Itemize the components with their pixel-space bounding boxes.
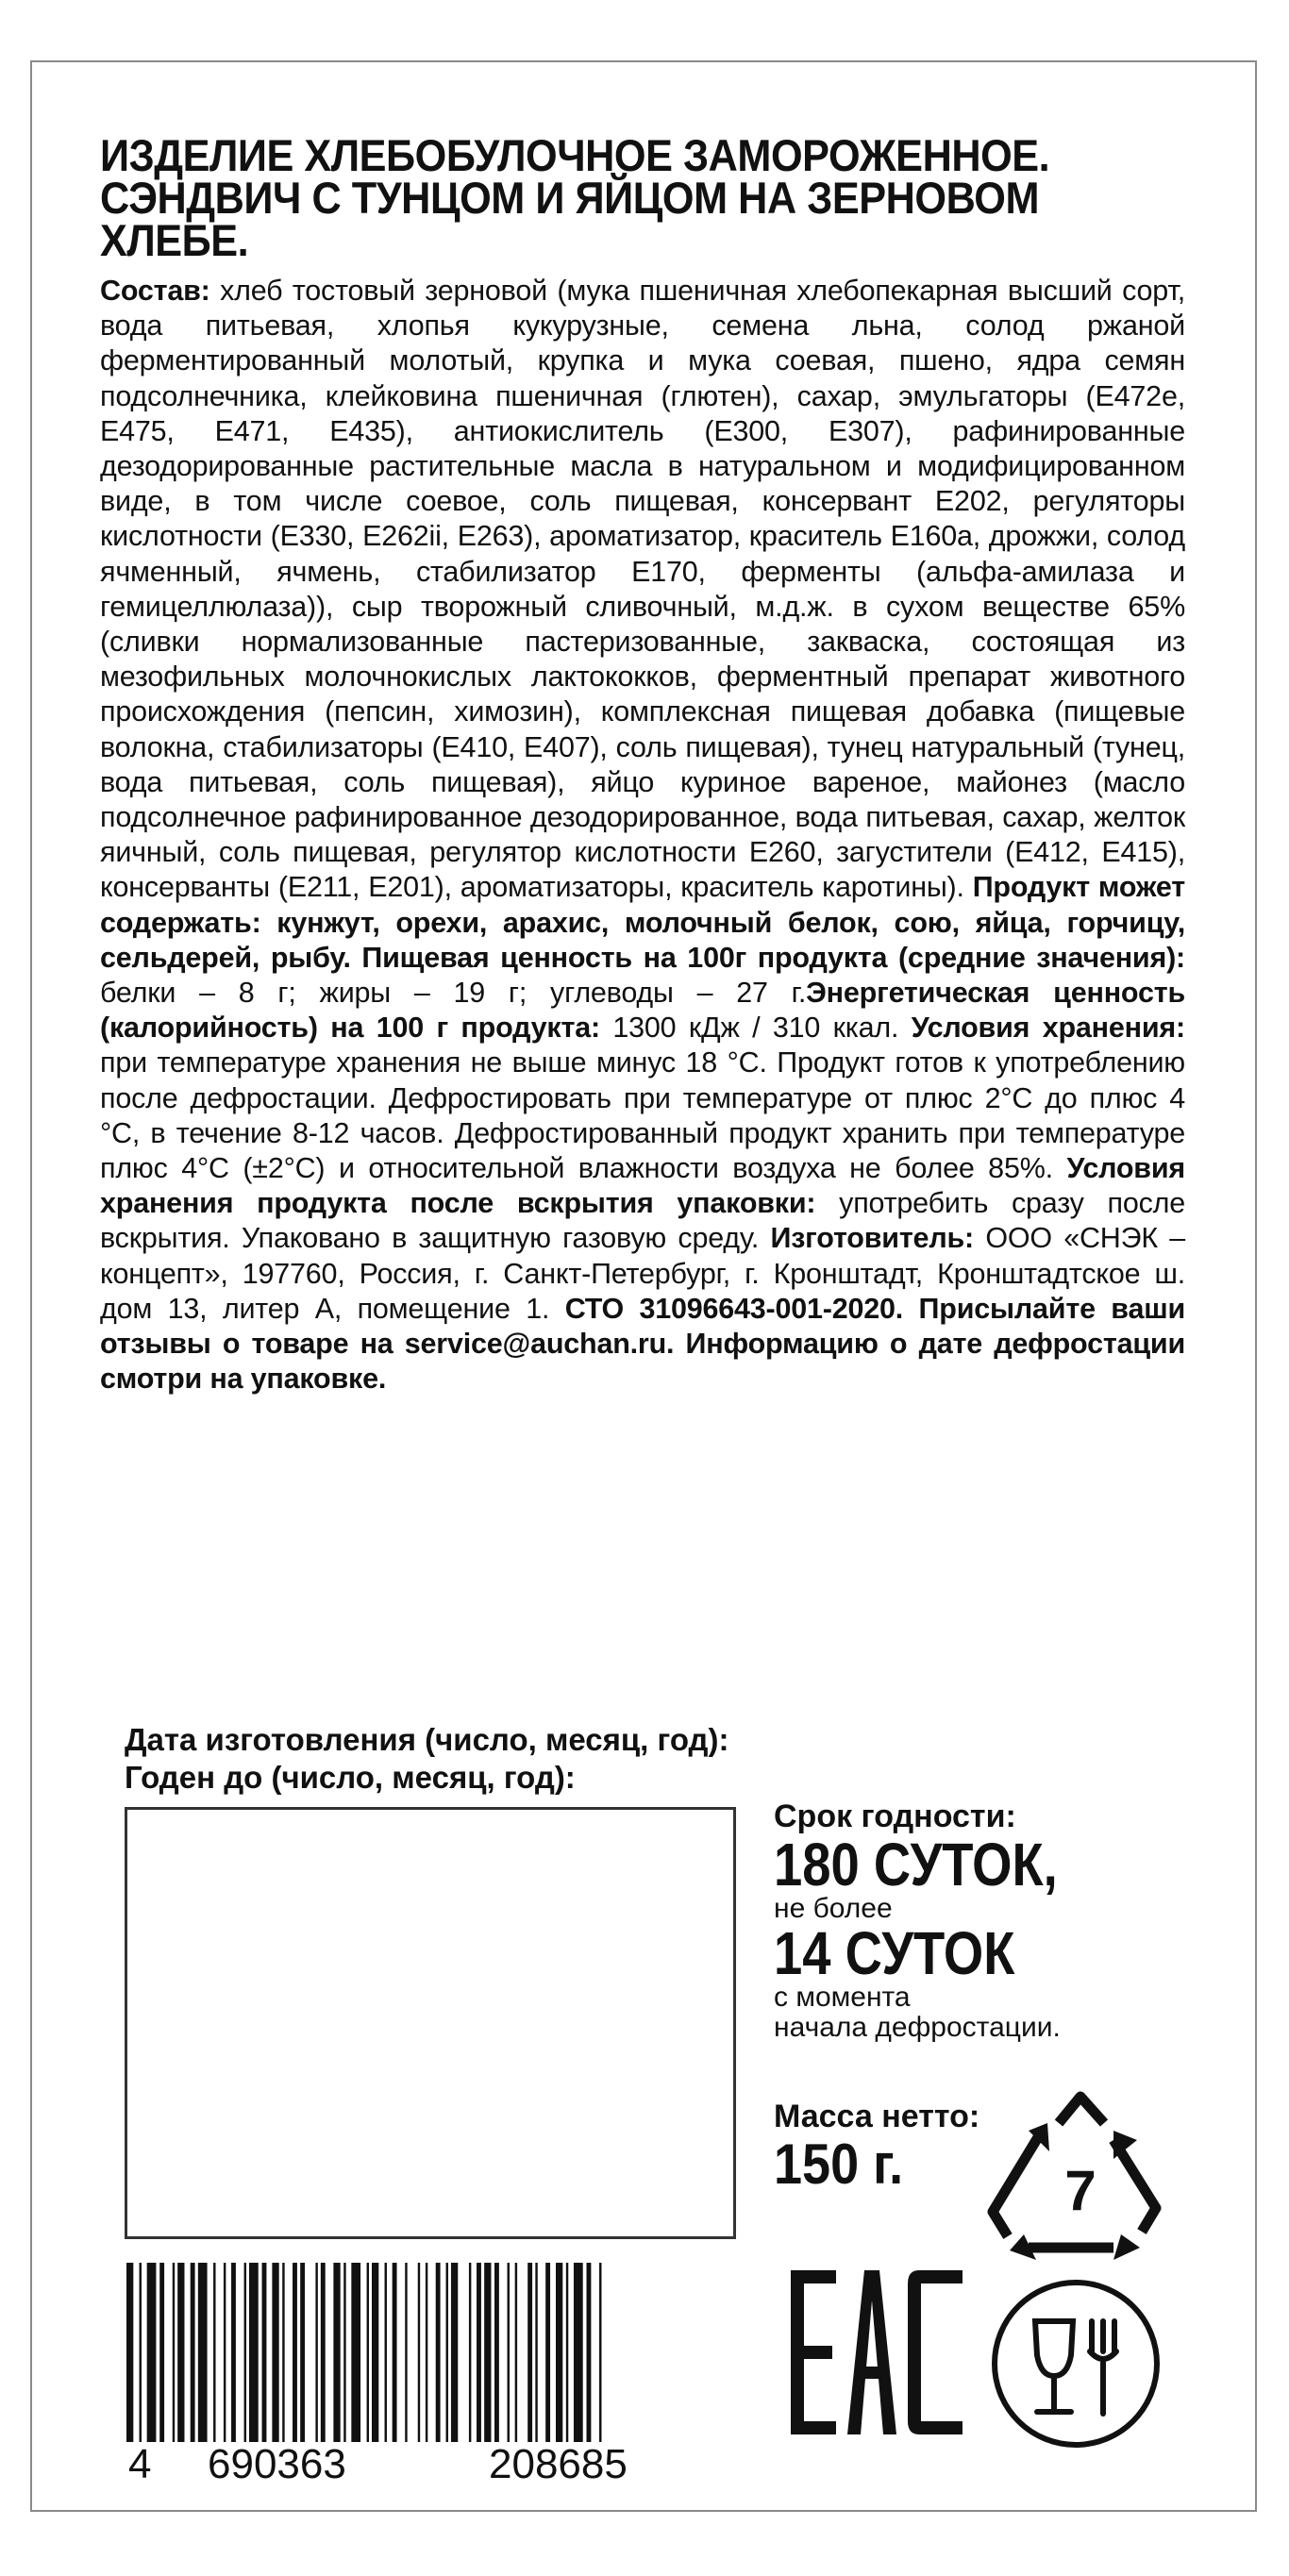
barcode-bar <box>372 2263 378 2442</box>
mass-value: 150 г. <box>774 2133 904 2196</box>
barcode-bar <box>527 2263 532 2442</box>
barcode-bar <box>446 2263 448 2442</box>
barcode-bar <box>300 2263 305 2442</box>
barcode-bar <box>393 2263 397 2442</box>
shelf-life-defrost-note-1: с момента <box>774 1982 911 2013</box>
recycle-code: 7 <box>1064 2159 1096 2222</box>
date-made-label: Дата изготовления (число, месяц, год): <box>125 1722 729 1757</box>
feedback-text: Присылайте ваши отзывы о товаре на service@auchan.ru. <box>100 1292 1185 1361</box>
barcode-bar <box>333 2263 340 2442</box>
barcode-bar <box>545 2263 550 2442</box>
barcode-first-digit: 4 <box>123 2442 157 2487</box>
barcode-bar <box>556 2263 562 2442</box>
shelf-life-frozen-note: не более <box>774 1893 893 1924</box>
barcode-bar <box>566 2263 568 2442</box>
barcode-bar <box>213 2263 215 2442</box>
barcode-bar <box>508 2263 510 2442</box>
barcode-bar <box>451 2263 458 2442</box>
allergens-text: Продукт может содержать: кунжут, орехи, арахис, молочный белок, сою, яйца, горчицу, сельдерей, рыбу. <box>100 871 1185 974</box>
shelf-life-frozen: 180 СУТОК, <box>774 1831 1058 1899</box>
barcode-bar <box>405 2263 407 2442</box>
barcode-bar <box>515 2263 517 2442</box>
barcode-bar <box>173 2263 175 2442</box>
barcode-bar <box>367 2263 369 2442</box>
after-opening-label: Условия хранения продукта после вскрытия упаковки: <box>100 1152 1185 1220</box>
storage-text: при температуре хранения не выше минус 18 °С. Продукт готов к употреблению после дефростации. Дефростировать при температуре от плюс 2°С до плюс 4 °С, в течение 8-12 часов. Дефростированный продукт хранить при температуре плюс 4°С (±2°С) и относительной влажности воздуха не более 85%. <box>100 1046 1185 1185</box>
barcode-bar <box>385 2263 387 2442</box>
barcode-bar <box>147 2263 157 2442</box>
shelf-life-block <box>774 1798 1189 2043</box>
standard-code: СТО 31096643-001-2020. <box>564 1292 904 1325</box>
barcode-bar <box>494 2263 499 2442</box>
barcode-left-digits: 690363 <box>202 2442 352 2487</box>
barcode-bar <box>282 2263 284 2442</box>
barcode-bar <box>599 2263 601 2442</box>
defrost-info-text: Информацию о дате дефростации смотри на упаковке. <box>100 1328 1185 1396</box>
barcode-bar <box>140 2263 142 2442</box>
energy-text: 1300 кДж / 310 ккал. <box>599 1012 899 1045</box>
eac-mark-icon <box>781 2263 970 2442</box>
barcode-bar <box>436 2263 441 2442</box>
barcode-bar <box>343 2263 345 2442</box>
barcode-bar <box>177 2263 184 2442</box>
energy-label: Энергетическая ценность (калорийность) на 100 г продукта: <box>100 977 1185 1045</box>
barcode-right-digits: 208685 <box>483 2442 633 2487</box>
barcode-bar <box>535 2263 537 2442</box>
barcode-bar <box>477 2263 481 2442</box>
barcode-bar <box>351 2263 360 2442</box>
shelf-life-defrost: 14 СУТОК <box>774 1919 1015 1987</box>
storage-label: Условия хранения: <box>911 1012 1185 1045</box>
barcode-bar <box>418 2263 420 2442</box>
mass-label: Масса нетто: <box>774 2099 980 2134</box>
barcode <box>126 2263 740 2442</box>
barcode-bar <box>244 2263 246 2442</box>
barcode-bar <box>426 2263 427 2442</box>
after-opening-text: употребить сразу после вскрытия. Упаковано в защитную газовую среду. <box>100 1187 1185 1255</box>
barcode-bar <box>321 2263 326 2442</box>
barcode-bar <box>293 2263 297 2442</box>
barcode-bar <box>126 2263 133 2442</box>
barcode-bar <box>191 2263 195 2442</box>
barcode-bar <box>469 2263 471 2442</box>
shelf-life-label: Срок годности: <box>774 1798 1016 1834</box>
barcode-bar <box>272 2263 278 2442</box>
barcode-bar <box>198 2263 208 2442</box>
nutrition-label: Пищевая ценность на 100г продукта (средние значения): <box>361 941 1185 974</box>
barcode-bar <box>231 2263 236 2442</box>
manufacturer-label: Изготовитель: <box>770 1222 975 1255</box>
composition-text: хлеб тостовый зерновой (мука пшеничная хлебопекарная высший сорт, вода питьевая, хлопья кукурузные, семена льна, солод ржаной ферментированный молотый, крупка и мука соевая, пшено, ядра семян подсолнечника, клейковина пшеничная (глютен), сахар, эмульгаторы (Е472е, Е475, Е471, Е435), антиокислитель (Е300, Е307), рафинированные дезодорированные растительные масла в натуральном и модифицированном виде, в том числе соевое, соль пищевая, консервант Е202, регуляторы кислотности (Е330, Е262ii, Е263), ароматизатор, краситель Е160а, дрожжи, солод ячменный, ячмень, стабилизатор Е170, ферменты (альфа-амилаза и гемицеллюлаза)), сыр творожный сливочный, м.д.ж. в сухом веществе 65% (сливки нормализованные пастеризованные, закваска, состоящая из мезофильных молочнокислых лактококков, ферментный препарат животного происхождения (пепсин, химозин), комплексная пищевая добавка (пищевые волокна, стабилизаторы (Е410, Е407), соль пищевая), тунец натуральный (тунец, вода питьевая, соль пищевая), яйцо куриное вареное, майонез (масло подсолнечное рафинированное дезодорированное, вода питьевая, сахар, желток яичный, соль пищевая, регулятор кислотности Е260, загустители (Е412, Е415), консерванты (Е211, Е201), ароматизаторы, краситель каротины). <box>100 275 1185 904</box>
recycle-icon <box>972 2085 1189 2265</box>
mass-block <box>774 2098 979 2194</box>
label-body-text <box>100 274 1185 1397</box>
manufacturer-text: ООО «СНЭК – концепт», 197760, Россия, г. Санкт-Петербург, г. Кронштадт, Кронштадтское ш. дом 13, литер А, помещение 1. <box>100 1222 1185 1325</box>
shelf-life-defrost-note-2: начала дефростации. <box>774 2012 1061 2043</box>
dates-block <box>125 1721 728 1797</box>
barcode-bar <box>224 2263 226 2442</box>
barcode-bar <box>159 2263 164 2442</box>
composition-label: Состав: <box>100 275 210 307</box>
date-stamp-box <box>125 1807 736 2239</box>
barcode-bar <box>587 2263 592 2442</box>
barcode-bar <box>262 2263 267 2442</box>
barcode-bar <box>249 2263 259 2442</box>
barcode-bar <box>315 2263 317 2442</box>
food-safe-icon <box>986 2274 1165 2453</box>
barcode-bar <box>484 2263 491 2442</box>
product-title: ИЗДЕЛИЕ ХЛЕБОБУЛОЧНОЕ ЗАМОРОЖЕННОЕ. СЭНДВИЧ С ТУНЦОМ И ЯЙЦОМ НА ЗЕРНОВОМ ХЛЕБЕ. <box>100 130 1050 265</box>
best-before-label: Годен до (число, месяц, год): <box>125 1760 576 1795</box>
nutrition-text: белки – 8 г; жиры – 19 г; углеводы – 27 г. <box>100 977 807 1010</box>
barcode-bar <box>574 2263 583 2442</box>
